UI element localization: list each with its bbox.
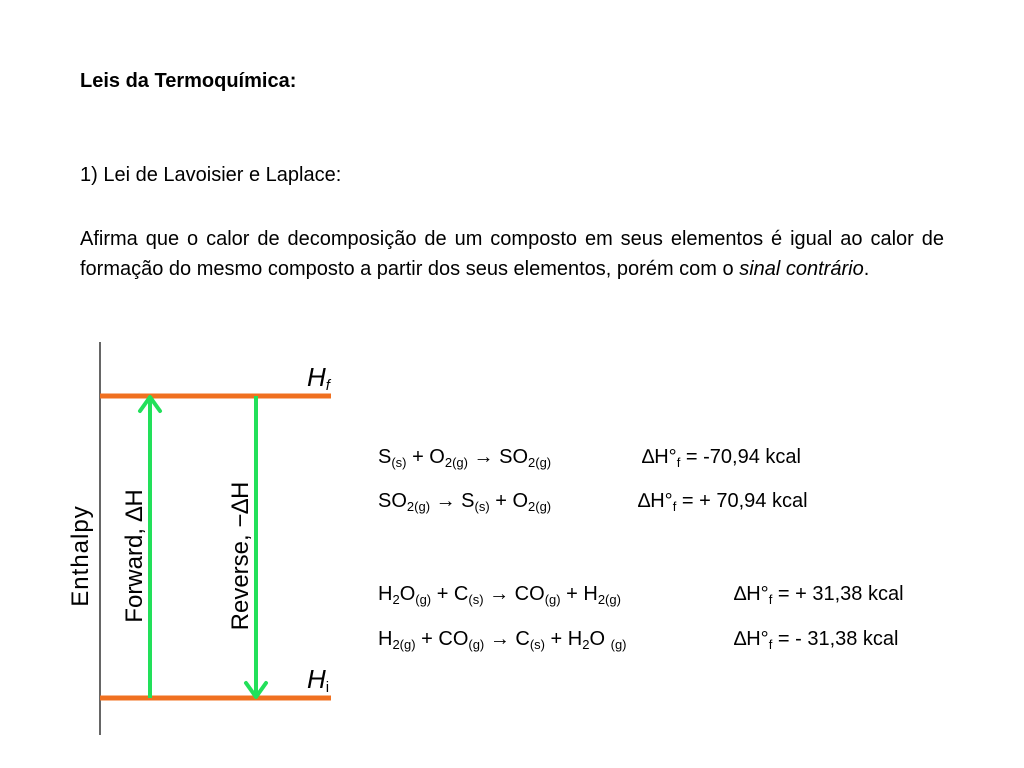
upper-level-label (307, 362, 332, 394)
enthalpy-change-text: = + 31,38 kcal (772, 583, 904, 605)
enthalpy-change-text: ∆H° (734, 583, 769, 605)
forward-label: Forward, ∆H (121, 489, 148, 623)
equation-subscript: (g) (415, 592, 432, 607)
equation-subscript: 2 (392, 592, 400, 607)
law-heading: 1) Lei de Lavoisier e Laplace: (80, 164, 342, 186)
enthalpy-change-text: ∆H° (734, 628, 769, 650)
equation-subscript: (g) (468, 637, 485, 652)
enthalpy-change (638, 490, 808, 513)
equation-text: O (589, 628, 611, 650)
equation-subscript: (g) (544, 592, 561, 607)
equation-subscript: 2(g) (528, 455, 552, 470)
equation-text: H (378, 628, 393, 650)
page-title: Leis da Termoquímica: (80, 70, 297, 92)
enthalpy-change-text: = + 70,94 kcal (676, 490, 808, 512)
equation-subscript: (s) (529, 637, 545, 652)
equation-text: → CO (483, 583, 545, 605)
lower-level-label (307, 664, 329, 696)
enthalpy-change-subscript: f (672, 499, 677, 514)
enthalpy-change-text: ∆H° (642, 446, 677, 468)
equation-text: + H (560, 583, 598, 605)
equation (378, 583, 621, 606)
lower-level-symbol: H (307, 664, 326, 694)
law-description-end: . (863, 258, 870, 280)
enthalpy-change-subscript: f (768, 637, 773, 652)
equation-subscript: 2(g) (392, 637, 416, 652)
equation-text: + C (431, 583, 469, 605)
enthalpy-change (734, 583, 904, 606)
upper-level-subscript: f (325, 377, 330, 394)
equation-text: → SO (468, 446, 529, 468)
equation (378, 628, 627, 651)
enthalpy-change-text: = - 31,38 kcal (772, 628, 899, 650)
equation-subscript: (s) (474, 499, 490, 514)
equation-text: O (399, 583, 416, 605)
equation-text: + H (545, 628, 583, 650)
equation-text: + O (406, 446, 445, 468)
enthalpy-change-subscript: f (768, 592, 773, 607)
enthalpy-change (642, 446, 801, 469)
lower-level-subscript: i (325, 679, 330, 696)
equation-text: SO (378, 490, 407, 512)
equation-subscript: 2(g) (444, 455, 468, 470)
equation (378, 446, 551, 469)
equation-text: + O (489, 490, 529, 512)
enthalpy-change (734, 628, 899, 651)
law-description-emphasis: sinal contrário (739, 258, 864, 280)
equation-subscript: 2(g) (406, 499, 431, 514)
equation-text: + CO (415, 628, 469, 650)
equation-text: → S (430, 490, 475, 512)
equation-text: S (378, 446, 392, 468)
equation-text: H (378, 583, 393, 605)
equation-subscript: (s) (391, 455, 407, 470)
enthalpy-change-text: ∆H° (638, 490, 673, 512)
enthalpy-change-text: = -70,94 kcal (680, 446, 801, 468)
upper-level-symbol: H (307, 362, 326, 392)
equation-subscript: 2(g) (528, 499, 552, 514)
law-description-text: Afirma que o calor de decomposição de um composto em seus elementos é igual ao calor de formação do mesmo composto a partir dos seus elementos, porém com o (80, 228, 944, 280)
equation (378, 490, 551, 513)
enthalpy-change-subscript: f (676, 455, 681, 470)
equation-subscript: 2 (582, 637, 590, 652)
equation-subscript: (g) (610, 637, 627, 652)
enthalpy-axis-label: Enthalpy (67, 505, 94, 607)
equation-subscript: 2(g) (597, 592, 621, 607)
equation-text: → C (484, 628, 530, 650)
reverse-label: Reverse, −∆H (227, 481, 254, 631)
equation-subscript: (s) (468, 592, 484, 607)
